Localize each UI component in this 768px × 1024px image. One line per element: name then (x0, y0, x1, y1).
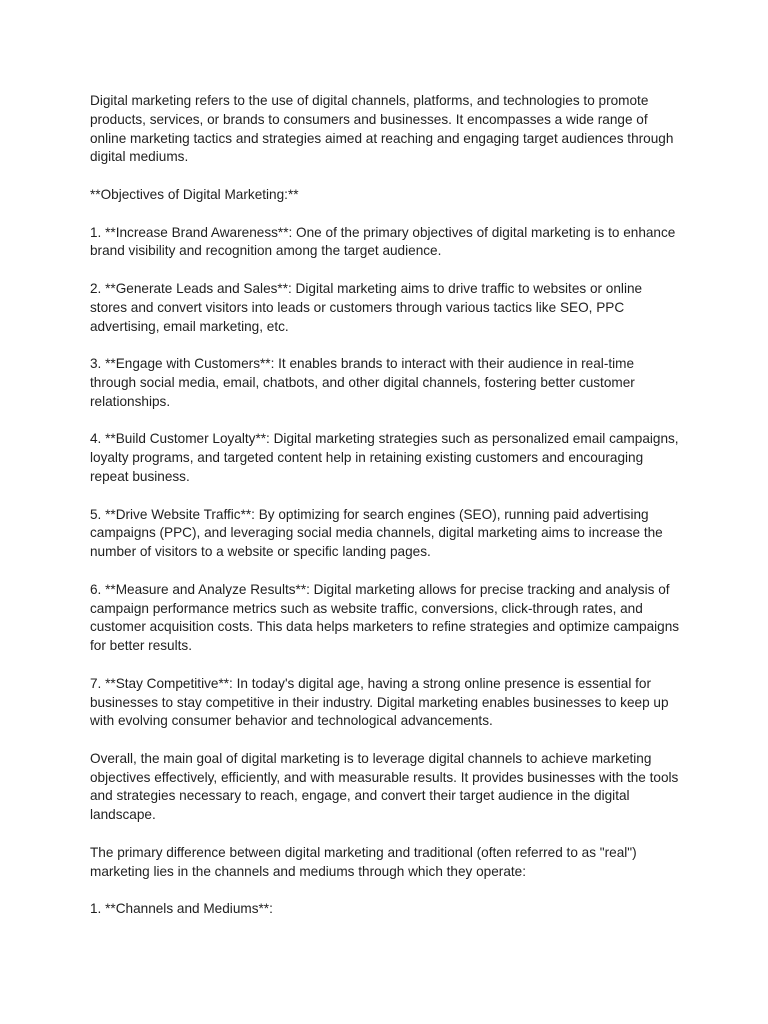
objective-item-6: 6. **Measure and Analyze Results**: Digital marketing allows for precise tracking and analysis of campaign performance metrics such as website traffic, conversions, click-through rates, and customer acquisition costs. This data helps marketers to refine strategies and optimize campaigns for better results. (90, 581, 683, 654)
objective-item-3: 3. **Engage with Customers**: It enables brands to interact with their audience in real-time through social media, email, chatbots, and other digital channels, fostering better customer relationships. (90, 356, 639, 409)
objective-item-7: 7. **Stay Competitive**: In today's digital age, having a strong online presence is essential for businesses to stay competitive in their industry. Digital marketing enables businesses to keep up with evolving consumer behavior and technological advancements. (90, 675, 673, 729)
objective-item-2: 2. **Generate Leads and Sales**: Digital marketing aims to drive traffic to websites or online stores and convert visitors into leads or customers through various tactics like SEO, PPC advertising, email marketing, etc. (90, 280, 646, 334)
objectives-heading: **Objectives of Digital Marketing:** (90, 186, 299, 202)
difference-paragraph: The primary difference between digital marketing and traditional (often referred to as "real") marketing lies in the channels and mediums through which they operate: (90, 844, 641, 879)
document-body (90, 92, 683, 938)
channels-heading: 1. **Channels and Mediums**: (90, 901, 273, 917)
objective-item-5: 5. **Drive Website Traffic**: By optimizing for search engines (SEO), running paid advertising campaigns (PPC), and leveraging social media channels, digital marketing aims to increase the number of visitors to a website or specific landing pages. (90, 506, 667, 560)
objective-item-1: 1. **Increase Brand Awareness**: One of the primary objectives of digital marketing is to enhance brand visibility and recognition among the target audience. (90, 224, 680, 259)
intro-paragraph: Digital marketing refers to the use of digital channels, platforms, and technologies to promote products, services, or brands to consumers and businesses. It encompasses a wide range of online marketing tactics and strategies aimed at reaching and engaging target audiences through digital mediums. (90, 93, 678, 165)
objective-item-4: 4. **Build Customer Loyalty**: Digital marketing strategies such as personalized email campaigns, loyalty programs, and targeted content help in retaining existing customers and encouraging repeat business. (90, 431, 683, 484)
summary-paragraph: Overall, the main goal of digital marketing is to leverage digital channels to achieve marketing objectives effectively, efficiently, and with measurable results. It provides businesses with the tools and strategies necessary to reach, engage, and convert their target audience in the digital landscape. (90, 750, 683, 823)
